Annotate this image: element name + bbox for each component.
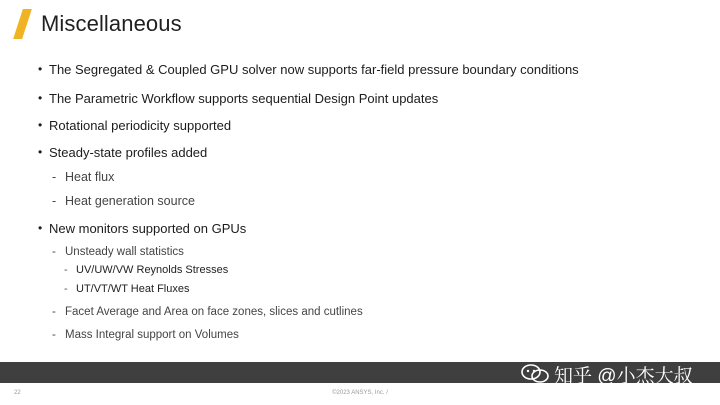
- bullet-text: Rotational periodicity supported: [49, 118, 232, 133]
- sub-bullet-item: [52, 194, 195, 208]
- bullet-dot: •: [38, 91, 43, 105]
- dash-marker: -: [52, 170, 57, 184]
- wechat-icon: [520, 363, 550, 385]
- dash-marker: -: [52, 246, 56, 258]
- sub-sub-bullet-text: UT/VT/WT Heat Fluxes: [76, 283, 190, 295]
- dash-marker: -: [52, 306, 56, 318]
- sub-sub-bullet-item: [64, 283, 189, 295]
- dash-marker: -: [52, 329, 56, 341]
- dash-marker: -: [64, 264, 68, 276]
- sub-bullet-item: [52, 306, 363, 318]
- sub-bullet-text: Mass Integral support on Volumes: [65, 329, 239, 341]
- bullet-dot: •: [38, 145, 43, 159]
- slide-title: Miscellaneous: [41, 11, 182, 36]
- bullet-dot: •: [38, 62, 43, 76]
- bullet-text: New monitors supported on GPUs: [49, 221, 247, 236]
- bullet-item: [38, 91, 438, 106]
- sub-sub-bullet-item: [64, 264, 228, 276]
- sub-sub-bullet-text: UV/UW/VW Reynolds Stresses: [76, 264, 229, 276]
- sub-bullet-text: Unsteady wall statistics: [65, 246, 184, 258]
- bullet-dot: •: [38, 118, 43, 132]
- sub-bullet-text: Heat flux: [65, 170, 115, 184]
- bullet-item: [38, 118, 231, 133]
- sub-bullet-item: [52, 170, 114, 184]
- bullet-item: [38, 221, 246, 236]
- bullet-item: [38, 62, 579, 77]
- title-area: [14, 8, 182, 40]
- bullet-item: [38, 145, 207, 160]
- watermark-text: 知乎 @小杰大叔: [554, 365, 693, 387]
- page-number: 22: [14, 390, 21, 396]
- sub-bullet-item: [52, 246, 184, 258]
- sub-bullet-text: Heat generation source: [65, 194, 195, 208]
- bullet-dot: •: [38, 221, 43, 235]
- footer: [0, 383, 720, 405]
- bullet-text: The Segregated & Coupled GPU solver now supports far-field pressure boundary conditions: [49, 62, 579, 77]
- dash-marker: -: [52, 194, 57, 208]
- dash-marker: -: [64, 283, 68, 295]
- accent-bar: [13, 9, 32, 39]
- bullet-text: The Parametric Workflow supports sequential Design Point updates: [49, 91, 439, 106]
- sub-bullet-item: [52, 329, 239, 341]
- bullet-text: Steady-state profiles added: [49, 145, 208, 160]
- copyright: ©2023 ANSYS, Inc. /: [332, 390, 388, 396]
- sub-bullet-text: Facet Average and Area on face zones, slices and cutlines: [65, 306, 363, 318]
